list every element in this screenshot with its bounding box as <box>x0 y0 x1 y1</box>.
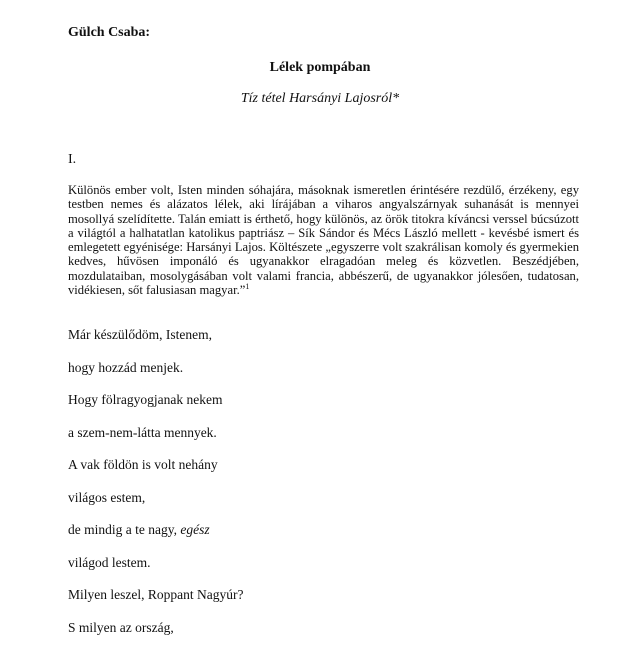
author-name: Gülch Csaba: <box>68 25 150 41</box>
poem-line: hogy hozzád menjek. <box>68 360 243 393</box>
footnote-mark: 1 <box>245 282 249 291</box>
poem-line: világos estem, <box>68 490 243 523</box>
poem-line: a szem-nem-látta mennyek. <box>68 425 243 458</box>
poem-line: világod lestem. <box>68 555 243 588</box>
poem-line-emphasis <box>68 522 243 555</box>
poem-line: A vak földön is volt nehány <box>68 457 243 490</box>
intro-paragraph <box>68 183 579 297</box>
poem-line: S milyen az ország, <box>68 620 243 652</box>
section-number: I. <box>68 152 76 168</box>
article-title: Lélek pompában <box>0 60 640 76</box>
poem-line: Már készülődöm, Istenem, <box>68 327 243 360</box>
poem <box>68 327 243 652</box>
poem-line: Milyen leszel, Roppant Nagyúr? <box>68 587 243 620</box>
poem-line-prefix: de mindig a te nagy, <box>68 522 180 537</box>
article-subtitle <box>0 91 640 107</box>
poem-line: Hogy fölragyogjanak nekem <box>68 392 243 425</box>
emphasized-word: egész <box>180 522 209 537</box>
subtitle-text: Tíz tétel Harsányi Lajosról* <box>241 91 399 106</box>
paragraph-text: Különös ember volt, Isten minden sóhajára, másoknak ismeretlen érintésére rezdülő, érzékeny, egy testben nemes és alázatos lélek, aki lírájában a viharos angyalszárnyak suhanását is mennyei mosollyá szelídítette. Talán emiatt is érthető, hogy különös, az örök titokra kíváncsi verssel búcsúzott a világtól a halhatatlan katolikus paptriász – Sík Sándor és Mécs László mellett - kevésbé ismert és emlegetett egyénisége: Harsányi Lajos. Költészete „egyszerre volt szakrálisan komoly és gyermekien kedves, hűvösen imponáló és ugyanakkor elragadóan meleg és közvetlen. Beszédjében, mozdulataiban, mosolygásában volt valami francia, abbészerű, de ugyanakkor jólesően, tudatosan, vidékiesen, sőt falusiasan magyar.” <box>68 183 579 297</box>
